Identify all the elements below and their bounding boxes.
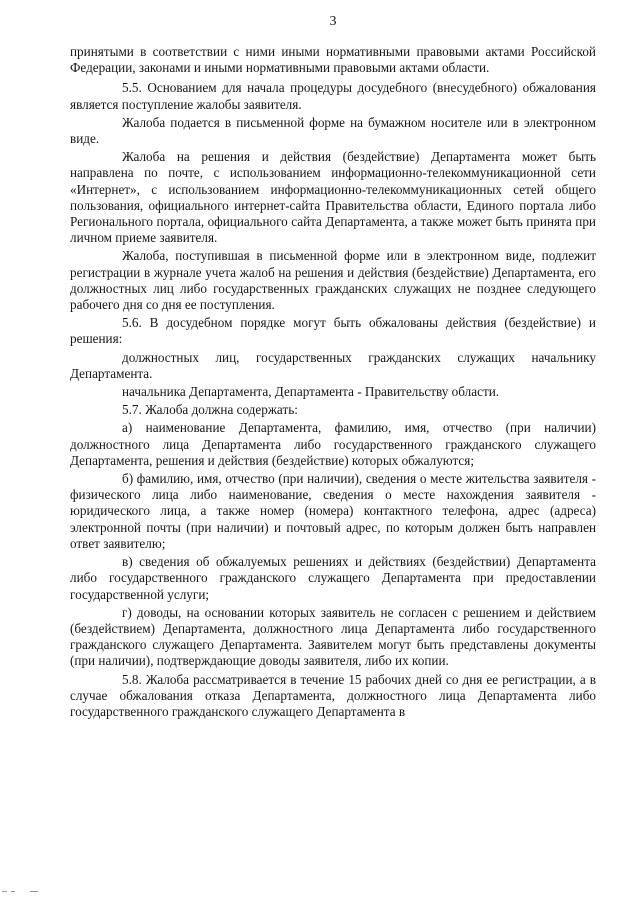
document-body (70, 44, 596, 720)
paragraph-officials: должностных лиц, государственных гражданских служащих начальнику Департамента. (70, 349, 596, 381)
paragraph-complaint-registration: Жалоба, поступившая в письменной форме или в электронном виде, подлежит регистрации в журнале учета жалоб на решения и действия (бездействие) Департамента, его должностных лиц либо государственных гражданских служащих не позднее следующего рабочего дня со дня ее поступления. (70, 248, 596, 313)
scan-marks (2, 891, 42, 895)
paragraph-complaint-channels: Жалоба на решения и действия (бездействие) Департамента может быть направлена по почте, с использованием информационно-телекоммуникационной сети «Интернет», с использованием информационно-телекоммуникационных сетей общего пользования, официального интернет-сайта Правительства области, Единого портала либо Регионального портала, официального сайта Департамента, а также может быть принята при личном приеме заявителя. (70, 149, 596, 246)
paragraph-5-5: 5.5. Основанием для начала процедуры досудебного (внесудебного) обжалования является поступление жалобы заявителя. (70, 80, 596, 112)
paragraph-continuation: принятыми в соответствии с ними иными нормативными правовыми актами Российской Федерации, законами и иными нормативными правовыми актами области. (70, 44, 596, 76)
paragraph-complaint-form: Жалоба подается в письменной форме на бумажном носителе или в электронном виде. (70, 114, 596, 147)
paragraph-item-a: а) наименование Департамента, фамилию, имя, отчество (при наличии) должностного лица Департамента либо государственного гражданского служащего Департамента, решения и действия (бездействие) которых обжалуются; (70, 420, 596, 468)
paragraph-item-v: в) сведения об обжалуемых решениях и действиях (бездействии) Департамента либо государственного гражданского служащего Департамента при предоставлении государственной услуги; (70, 554, 596, 602)
paragraph-5-7: 5.7. Жалоба должна содержать: (122, 402, 298, 418)
paragraph-5-8: 5.8. Жалоба рассматривается в течение 15 рабочих дней со дня ее регистрации, а в случае обжалования отказа Департамента, должностного лица Департамента либо государственного гражданского служащего Департамента в (70, 671, 596, 719)
paragraph-head-of-department: начальника Департамента, Департамента - Правительству области. (122, 384, 500, 400)
page-number: 3 (329, 14, 337, 29)
paragraph-5-6: 5.6. В досудебном порядке могут быть обжалованы действия (бездействие) и решения: (70, 315, 596, 347)
paragraph-item-b: б) фамилию, имя, отчество (при наличии), сведения о месте жительства заявителя - физического лица либо наименование, сведения о месте нахождения заявителя - юридического лица, а также номер (номера) контактного телефона, адрес (адреса) электронной почты (при наличии) и почтовый адрес, по которым должен быть направлен ответ заявителю; (70, 471, 596, 551)
paragraph-item-g: г) доводы, на основании которых заявитель не согласен с решением и действием (бездействием) Департамента, должностного лица Департамента либо государственного гражданского служащего Департамента. Заявителем могут быть представлены документы (при наличии), подтверждающие доводы заявителя, либо их копии. (70, 604, 596, 669)
